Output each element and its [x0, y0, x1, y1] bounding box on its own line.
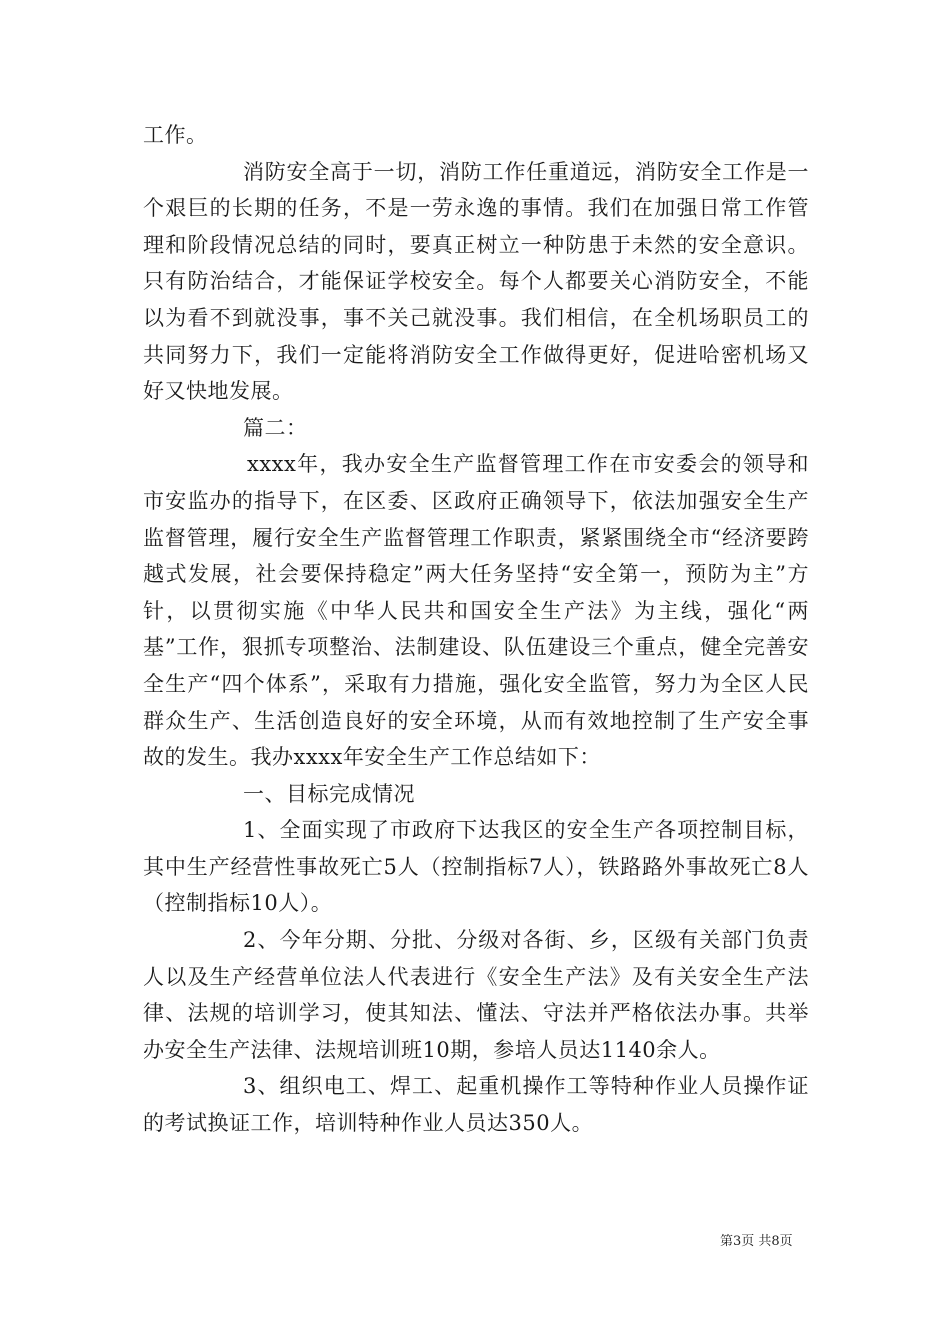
- paragraph-item-2: 2、今年分期、分批、分级对各街、乡，区级有关部门负责人以及生产经营单位法人代表进行《安全生产法》及有关安全生产法律、法规的培训学习，使其知法、懂法、守法并严格依法办事。共举办安全生产法律、法规培训班10期，参培人员达1140余人。: [143, 928, 809, 1062]
- section-heading-part-two: 篇二：: [243, 415, 308, 440]
- paragraph-item-1: 1、全面实现了市政府下达我区的安全生产各项控制目标，其中生产经营性事故死亡5人（控制指标7人），铁路路外事故死亡8人（控制指标10人）。: [143, 818, 809, 916]
- paragraph-annual-summary-intro: xxxx年，我办安全生产监督管理工作在市安委会的领导和市安监办的指导下，在区委、区政府正确领导下，依法加强安全生产监督管理，履行安全生产监督管理工作职责，紧紧围绕全市“经济要跨越式发展，社会要保持稳定”两大任务坚持“安全第一，预防为主”方针，以贯彻实施《中华人民共和国安全生产法》为主线，强化“两基”工作，狠抓专项整治、法制建设、队伍建设三个重点，健全完善安全生产“四个体系”，采取有力措施，强化安全监管，努力为全区人民群众生产、生活创造良好的安全环境，从而有效地控制了生产安全事故的发生。我办xxxx年安全生产工作总结如下：: [143, 452, 809, 770]
- paragraph-continuation: 工作。: [143, 123, 208, 147]
- section-heading-goals: 一、目标完成情况: [243, 781, 415, 806]
- paragraph-fire-safety: 消防安全高于一切，消防工作任重道远，消防安全工作是一个艰巨的长期的任务，不是一劳永逸的事情。我们在加强日常工作管理和阶段情况总结的同时，要真正树立一种防患于未然的安全意识。只有防治结合，才能保证学校安全。每个人都要关心消防安全，不能以为看不到就没事，事不关己就没事。我们相信，在全机场职员工的共同努力下，我们一定能将消防安全工作做得更好，促进哈密机场又好又快地发展。: [143, 159, 809, 404]
- document-body: [143, 117, 809, 1142]
- page-number-footer: 第3页 共8页: [720, 1234, 793, 1249]
- paragraph-item-3: 3、组织电工、焊工、起重机操作工等特种作业人员操作证的考试换证工作，培训特种作业人员达350人。: [143, 1074, 809, 1136]
